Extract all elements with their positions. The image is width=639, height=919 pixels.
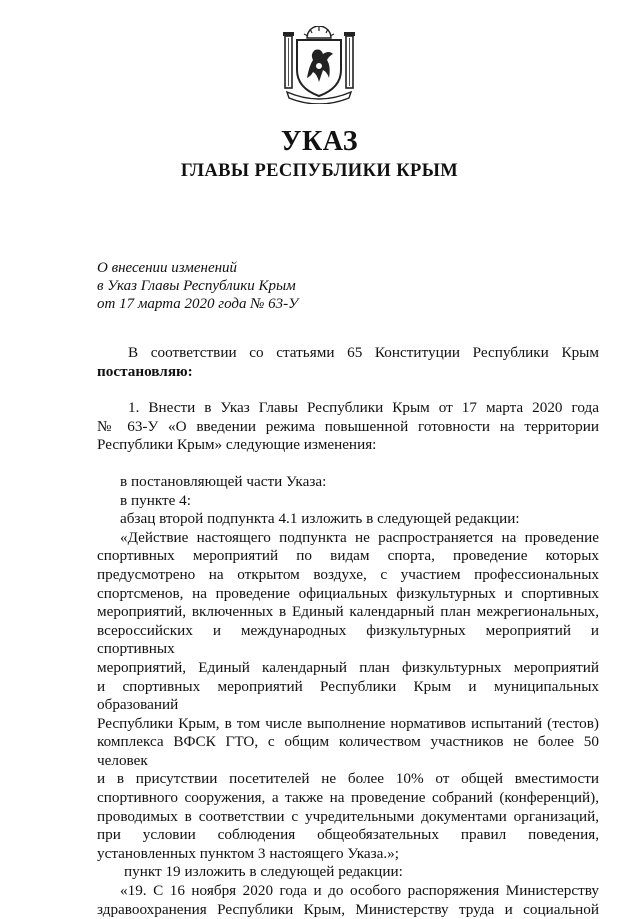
quote-line: и спортивных мероприятий Республики Крым и муниципальных образований — [97, 677, 599, 714]
crimea-coat-of-arms-icon — [283, 26, 355, 104]
quote-line: Республики Крым, в том числе выполнение нормативов испытаний (тестов) — [97, 714, 599, 732]
quote-line: спортивного сооружения, а также на проведение собраний (конференций), — [97, 789, 599, 807]
preamble-line: В соответствии со статьями 65 Конституции Республики Крым — [128, 344, 599, 361]
change-line: абзац второй подпункта 4.1 изложить в следующей редакции: — [120, 510, 520, 528]
quote-line: спортивных мероприятий по видам спорта, проведение которых — [97, 547, 599, 565]
quote-line: «Действие настоящего подпункта не распространяется на проведение — [120, 528, 599, 546]
item1-line: № 63-У «О введении режима повышенной готовности на территории — [97, 417, 599, 435]
subject-line: от 17 марта 2020 года № 63-У — [97, 296, 299, 312]
quote19-line: здравоохранения Республики Крым, Министерству труда и социальной — [97, 900, 599, 918]
quote-line: предусмотрено на открытом воздухе, с участием профессиональных — [97, 565, 599, 583]
subject-line: О внесении изменений — [97, 260, 238, 276]
quote-line: установленных пунктом 3 настоящего Указа.»; — [97, 844, 399, 862]
quote-line: мероприятий, Единый календарный план физкультурных мероприятий — [97, 658, 599, 676]
document-subject — [97, 259, 298, 313]
change-line: в постановляющей части Указа: — [120, 472, 327, 490]
point19-line: пункт 19 изложить в следующей редакции: — [124, 863, 403, 881]
subject-line: в Указ Главы Республики Крым — [97, 278, 296, 294]
item1-line: 1. Внести в Указ Главы Республики Крым от 17 марта 2020 года — [128, 399, 599, 417]
quote-line: спортсменов, на проведение официальных физкультурных и спортивных — [97, 584, 599, 602]
quote-line: всероссийских и международных физкультурных мероприятий и спортивных — [97, 621, 599, 658]
preamble-resolve: постановляю: — [97, 362, 193, 380]
quote-line: проводимых в соответствии с учредительными документами организаций, — [97, 807, 599, 825]
quote19-line: «19. С 16 ноября 2020 года и до особого распоряжения Министерству — [120, 882, 599, 900]
quote-line: комплекса ВФСК ГТО, с общим количеством участников не более 50 человек — [97, 733, 599, 769]
document-title: УКАЗ — [280, 126, 359, 157]
document-subtitle: ГЛАВЫ РЕСПУБЛИКИ КРЫМ — [180, 161, 459, 181]
document-body — [97, 344, 599, 919]
quote-line: и в присутствии посетителей не более 10% от общей вместимости — [97, 770, 599, 788]
quote-line: при условии соблюдения общеобязательных правил поведения, — [97, 826, 599, 844]
quote-line: мероприятий, включенных в Единый календарный план межрегиональных, — [97, 603, 599, 621]
change-line: в пункте 4: — [120, 491, 191, 509]
item1-line: Республики Крым» следующие изменения: — [97, 436, 377, 454]
